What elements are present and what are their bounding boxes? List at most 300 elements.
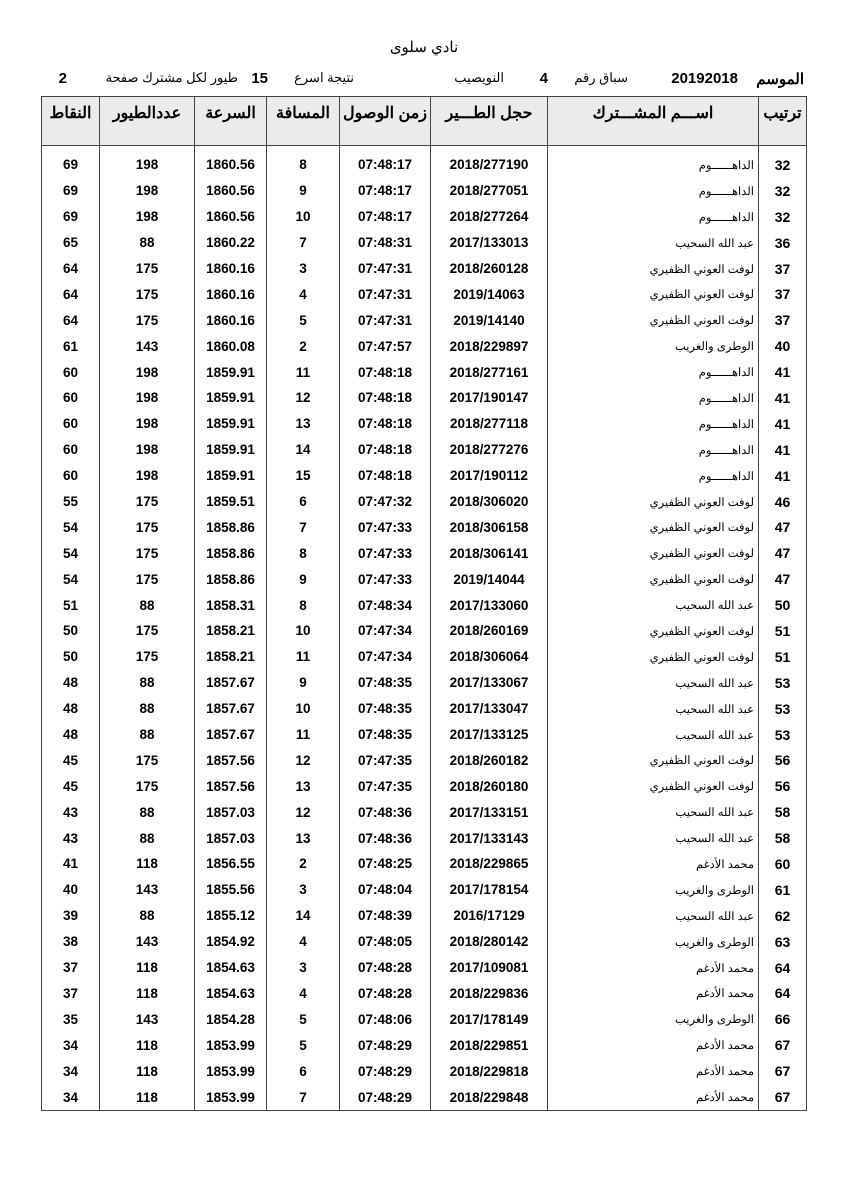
rank-cell: 62 — [759, 903, 807, 929]
speed-cell: 1858.21 — [195, 644, 267, 670]
participant-cell: محمد الأدغم — [548, 851, 759, 877]
points-cell: 61 — [42, 333, 100, 359]
arrival-cell: 07:48:05 — [340, 929, 431, 955]
speed-cell: 1857.03 — [195, 825, 267, 851]
rank-cell: 67 — [759, 1032, 807, 1058]
col-speed: السرعة — [195, 97, 267, 146]
birds-cell: 118 — [100, 1058, 195, 1084]
speed-cell: 1854.63 — [195, 955, 267, 981]
birds-cell: 143 — [100, 929, 195, 955]
speed-cell: 1859.91 — [195, 411, 267, 437]
race-label: سباق رقم — [574, 70, 628, 85]
participant-cell: عبد الله السحيب — [548, 903, 759, 929]
arrival-cell: 07:48:25 — [340, 851, 431, 877]
distance-cell: 11 — [267, 722, 340, 748]
table-row — [42, 644, 807, 670]
ring-cell: 2018/280142 — [431, 929, 548, 955]
rank-cell: 58 — [759, 825, 807, 851]
points-cell: 51 — [42, 592, 100, 618]
table-row — [42, 1084, 807, 1110]
birds-cell: 118 — [100, 1084, 195, 1110]
points-cell: 60 — [42, 359, 100, 385]
birds-cell: 198 — [100, 411, 195, 437]
rank-cell: 63 — [759, 929, 807, 955]
distance-cell: 12 — [267, 799, 340, 825]
arrival-cell: 07:48:35 — [340, 722, 431, 748]
distance-cell: 6 — [267, 489, 340, 515]
points-cell: 39 — [42, 903, 100, 929]
rank-cell: 32 — [759, 178, 807, 204]
distance-cell: 5 — [267, 1006, 340, 1032]
ring-cell: 2018/277276 — [431, 437, 548, 463]
distance-cell: 4 — [267, 929, 340, 955]
birds-cell: 175 — [100, 618, 195, 644]
ring-cell: 2018/277190 — [431, 152, 548, 178]
ring-cell: 2019/14140 — [431, 307, 548, 333]
col-rank: ترتيب — [759, 97, 807, 146]
rank-cell: 47 — [759, 514, 807, 540]
table-row — [42, 152, 807, 178]
birds-cell: 175 — [100, 747, 195, 773]
participant-cell: الداهــــــوم — [548, 411, 759, 437]
participant-cell: عبد الله السحيب — [548, 696, 759, 722]
table-row — [42, 955, 807, 981]
participant-cell: الداهــــــوم — [548, 152, 759, 178]
rank-cell: 64 — [759, 955, 807, 981]
distance-cell: 12 — [267, 385, 340, 411]
speed-cell: 1860.22 — [195, 230, 267, 256]
participant-cell: لوفت العوني الظفيري — [548, 307, 759, 333]
table-row — [42, 307, 807, 333]
distance-cell: 7 — [267, 514, 340, 540]
points-cell: 48 — [42, 722, 100, 748]
participant-cell: لوفت العوني الظفيري — [548, 747, 759, 773]
ring-cell: 2017/133151 — [431, 799, 548, 825]
rank-cell: 46 — [759, 489, 807, 515]
points-cell: 55 — [42, 489, 100, 515]
participant-cell: عبد الله السحيب — [548, 592, 759, 618]
results-body — [42, 146, 807, 1111]
distance-cell: 8 — [267, 540, 340, 566]
ring-cell: 2018/260180 — [431, 773, 548, 799]
arrival-cell: 07:48:17 — [340, 178, 431, 204]
points-cell: 60 — [42, 411, 100, 437]
rank-cell: 61 — [759, 877, 807, 903]
arrival-cell: 07:48:06 — [340, 1006, 431, 1032]
table-row — [42, 696, 807, 722]
race-name: النويصيب — [454, 70, 504, 85]
club-title: نادي سلوى — [389, 39, 459, 56]
ring-cell: 2016/17129 — [431, 903, 548, 929]
distance-cell: 10 — [267, 618, 340, 644]
points-cell: 34 — [42, 1058, 100, 1084]
table-row — [42, 437, 807, 463]
birds-cell: 198 — [100, 359, 195, 385]
arrival-cell: 07:48:34 — [340, 592, 431, 618]
distance-cell: 9 — [267, 566, 340, 592]
participant-cell: عبد الله السحيب — [548, 825, 759, 851]
speed-cell: 1854.92 — [195, 929, 267, 955]
points-cell: 34 — [42, 1084, 100, 1110]
birds-cell: 143 — [100, 877, 195, 903]
birds-cell: 88 — [100, 670, 195, 696]
distance-cell: 9 — [267, 670, 340, 696]
speed-cell: 1857.56 — [195, 773, 267, 799]
ring-cell: 2018/260128 — [431, 256, 548, 282]
table-row — [42, 1032, 807, 1058]
ring-cell: 2018/229851 — [431, 1032, 548, 1058]
table-row — [42, 204, 807, 230]
col-birds: عددالطيور — [100, 97, 195, 146]
rank-cell: 53 — [759, 722, 807, 748]
participant-cell: الداهــــــوم — [548, 178, 759, 204]
arrival-cell: 07:48:17 — [340, 204, 431, 230]
birds-cell: 175 — [100, 256, 195, 282]
points-cell: 60 — [42, 463, 100, 489]
ring-cell: 2018/306141 — [431, 540, 548, 566]
birds-cell: 175 — [100, 281, 195, 307]
distance-cell: 4 — [267, 281, 340, 307]
arrival-cell: 07:48:18 — [340, 437, 431, 463]
fastest-count: 15 — [251, 70, 268, 87]
ring-cell: 2018/229865 — [431, 851, 548, 877]
distance-cell: 3 — [267, 256, 340, 282]
points-cell: 40 — [42, 877, 100, 903]
points-cell: 64 — [42, 256, 100, 282]
ring-cell: 2017/133143 — [431, 825, 548, 851]
ring-cell: 2017/133067 — [431, 670, 548, 696]
points-cell: 60 — [42, 385, 100, 411]
distance-cell: 13 — [267, 825, 340, 851]
rank-cell: 40 — [759, 333, 807, 359]
distance-cell: 6 — [267, 1058, 340, 1084]
speed-cell: 1854.63 — [195, 981, 267, 1007]
participant-cell: محمد الأدغم — [548, 981, 759, 1007]
table-row — [42, 825, 807, 851]
distance-cell: 8 — [267, 592, 340, 618]
arrival-cell: 07:48:04 — [340, 877, 431, 903]
distance-cell: 13 — [267, 411, 340, 437]
table-row — [42, 773, 807, 799]
ring-cell: 2018/260182 — [431, 747, 548, 773]
points-cell: 54 — [42, 540, 100, 566]
points-cell: 35 — [42, 1006, 100, 1032]
ring-cell: 2017/190112 — [431, 463, 548, 489]
participant-cell: عبد الله السحيب — [548, 722, 759, 748]
ring-cell: 2017/178154 — [431, 877, 548, 903]
points-cell: 38 — [42, 929, 100, 955]
rank-cell: 37 — [759, 281, 807, 307]
table-row — [42, 592, 807, 618]
points-cell: 37 — [42, 955, 100, 981]
birds-cell: 198 — [100, 204, 195, 230]
distance-cell: 14 — [267, 437, 340, 463]
participant-cell: محمد الأدغم — [548, 1084, 759, 1110]
points-cell: 48 — [42, 696, 100, 722]
points-cell: 64 — [42, 281, 100, 307]
table-row — [42, 359, 807, 385]
arrival-cell: 07:47:33 — [340, 566, 431, 592]
table-row — [42, 333, 807, 359]
participant-cell: لوفت العوني الظفيري — [548, 281, 759, 307]
distance-cell: 5 — [267, 1032, 340, 1058]
arrival-cell: 07:47:32 — [340, 489, 431, 515]
distance-cell: 11 — [267, 359, 340, 385]
ring-cell: 2019/14063 — [431, 281, 548, 307]
distance-cell: 14 — [267, 903, 340, 929]
speed-cell: 1859.91 — [195, 385, 267, 411]
ring-cell: 2018/277161 — [431, 359, 548, 385]
speed-cell: 1860.56 — [195, 152, 267, 178]
distance-cell: 15 — [267, 463, 340, 489]
rank-cell: 47 — [759, 566, 807, 592]
birds-cell: 118 — [100, 981, 195, 1007]
points-cell: 37 — [42, 981, 100, 1007]
ring-cell: 2018/277051 — [431, 178, 548, 204]
rank-cell: 58 — [759, 799, 807, 825]
arrival-cell: 07:48:17 — [340, 152, 431, 178]
birds-cell: 175 — [100, 644, 195, 670]
page-number: 2 — [58, 70, 67, 87]
arrival-cell: 07:47:34 — [340, 618, 431, 644]
points-cell: 43 — [42, 799, 100, 825]
distance-cell: 2 — [267, 333, 340, 359]
header-row — [42, 97, 807, 146]
points-cell: 69 — [42, 178, 100, 204]
speed-cell: 1859.91 — [195, 463, 267, 489]
ring-cell: 2017/109081 — [431, 955, 548, 981]
ring-cell: 2019/14044 — [431, 566, 548, 592]
speed-cell: 1860.16 — [195, 307, 267, 333]
rank-cell: 67 — [759, 1058, 807, 1084]
speed-cell: 1853.99 — [195, 1058, 267, 1084]
points-cell: 54 — [42, 566, 100, 592]
participant-cell: الداهــــــوم — [548, 385, 759, 411]
table-row — [42, 385, 807, 411]
arrival-cell: 07:48:39 — [340, 903, 431, 929]
participant-cell: الوطرى والغريب — [548, 1006, 759, 1032]
rank-cell: 36 — [759, 230, 807, 256]
speed-cell: 1859.51 — [195, 489, 267, 515]
participant-cell: الداهــــــوم — [548, 463, 759, 489]
birds-cell: 88 — [100, 230, 195, 256]
birds-cell: 88 — [100, 799, 195, 825]
speed-cell: 1859.91 — [195, 359, 267, 385]
points-cell: 50 — [42, 618, 100, 644]
points-cell: 45 — [42, 773, 100, 799]
participant-cell: لوفت العوني الظفيري — [548, 489, 759, 515]
birds-cell: 175 — [100, 489, 195, 515]
arrival-cell: 07:48:35 — [340, 670, 431, 696]
speed-cell: 1856.55 — [195, 851, 267, 877]
arrival-cell: 07:48:31 — [340, 230, 431, 256]
col-distance: المسافة — [267, 97, 340, 146]
rank-cell: 32 — [759, 152, 807, 178]
ring-cell: 2018/306064 — [431, 644, 548, 670]
participant-cell: لوفت العوني الظفيري — [548, 540, 759, 566]
table-row — [42, 670, 807, 696]
distance-cell: 7 — [267, 1084, 340, 1110]
distance-cell: 11 — [267, 644, 340, 670]
arrival-cell: 07:48:29 — [340, 1032, 431, 1058]
distance-cell: 7 — [267, 230, 340, 256]
birds-cell: 198 — [100, 178, 195, 204]
distance-cell: 4 — [267, 981, 340, 1007]
points-cell: 64 — [42, 307, 100, 333]
arrival-cell: 07:47:34 — [340, 644, 431, 670]
rank-cell: 32 — [759, 204, 807, 230]
rank-cell: 67 — [759, 1084, 807, 1110]
speed-cell: 1855.12 — [195, 903, 267, 929]
distance-cell: 13 — [267, 773, 340, 799]
points-cell: 69 — [42, 204, 100, 230]
participant-cell: محمد الأدغم — [548, 955, 759, 981]
participant-cell: عبد الله السحيب — [548, 230, 759, 256]
participant-cell: الوطرى والغريب — [548, 877, 759, 903]
rank-cell: 53 — [759, 670, 807, 696]
rank-cell: 64 — [759, 981, 807, 1007]
rank-cell: 41 — [759, 437, 807, 463]
rank-cell: 41 — [759, 411, 807, 437]
ring-cell: 2018/229836 — [431, 981, 548, 1007]
ring-cell: 2017/133013 — [431, 230, 548, 256]
birds-cell: 175 — [100, 540, 195, 566]
col-participant: اســـم المشـــترك — [548, 97, 759, 146]
distance-cell: 3 — [267, 955, 340, 981]
speed-cell: 1853.99 — [195, 1084, 267, 1110]
birds-cell: 175 — [100, 773, 195, 799]
speed-cell: 1858.31 — [195, 592, 267, 618]
speed-cell: 1855.56 — [195, 877, 267, 903]
points-cell: 65 — [42, 230, 100, 256]
arrival-cell: 07:48:36 — [340, 799, 431, 825]
rank-cell: 50 — [759, 592, 807, 618]
distance-cell: 12 — [267, 747, 340, 773]
birds-cell: 143 — [100, 1006, 195, 1032]
birds-cell: 88 — [100, 696, 195, 722]
col-arrival-time: زمن الوصول — [340, 97, 431, 146]
participant-cell: لوفت العوني الظفيري — [548, 618, 759, 644]
speed-cell: 1858.86 — [195, 566, 267, 592]
birds-cell: 175 — [100, 566, 195, 592]
points-cell: 43 — [42, 825, 100, 851]
rank-cell: 66 — [759, 1006, 807, 1032]
arrival-cell: 07:48:35 — [340, 696, 431, 722]
table-row — [42, 230, 807, 256]
participant-cell: لوفت العوني الظفيري — [548, 256, 759, 282]
rank-cell: 41 — [759, 463, 807, 489]
birds-cell: 198 — [100, 463, 195, 489]
table-row — [42, 1058, 807, 1084]
distance-cell: 10 — [267, 204, 340, 230]
rank-cell: 41 — [759, 385, 807, 411]
ring-cell: 2017/133125 — [431, 722, 548, 748]
participant-cell: الوطرى والغريب — [548, 929, 759, 955]
ring-cell: 2018/277118 — [431, 411, 548, 437]
birds-cell: 88 — [100, 825, 195, 851]
points-cell: 41 — [42, 851, 100, 877]
participant-cell: الداهــــــوم — [548, 437, 759, 463]
ring-cell: 2018/229818 — [431, 1058, 548, 1084]
ring-cell: 2017/133060 — [431, 592, 548, 618]
points-cell: 54 — [42, 514, 100, 540]
participant-cell: لوفت العوني الظفيري — [548, 773, 759, 799]
ring-cell: 2018/229897 — [431, 333, 548, 359]
table-row — [42, 799, 807, 825]
arrival-cell: 07:47:33 — [340, 540, 431, 566]
birds-cell: 88 — [100, 592, 195, 618]
ring-cell: 2018/306020 — [431, 489, 548, 515]
arrival-cell: 07:48:29 — [340, 1058, 431, 1084]
ring-cell: 2017/190147 — [431, 385, 548, 411]
arrival-cell: 07:48:18 — [340, 463, 431, 489]
distance-cell: 10 — [267, 696, 340, 722]
table-row — [42, 981, 807, 1007]
arrival-cell: 07:47:35 — [340, 773, 431, 799]
speed-cell: 1860.08 — [195, 333, 267, 359]
table-row — [42, 747, 807, 773]
table-row — [42, 877, 807, 903]
speed-cell: 1860.56 — [195, 178, 267, 204]
rank-cell: 41 — [759, 359, 807, 385]
speed-cell: 1858.86 — [195, 514, 267, 540]
birds-cell: 118 — [100, 1032, 195, 1058]
ring-cell: 2017/133047 — [431, 696, 548, 722]
speed-cell: 1857.67 — [195, 670, 267, 696]
arrival-cell: 07:47:57 — [340, 333, 431, 359]
speed-cell: 1859.91 — [195, 437, 267, 463]
col-points: النقاط — [42, 97, 100, 146]
participant-cell: لوفت العوني الظفيري — [548, 644, 759, 670]
rank-cell: 37 — [759, 256, 807, 282]
table-row — [42, 618, 807, 644]
arrival-cell: 07:48:28 — [340, 981, 431, 1007]
birds-cell: 198 — [100, 437, 195, 463]
birds-cell: 198 — [100, 152, 195, 178]
arrival-cell: 07:48:29 — [340, 1084, 431, 1110]
table-row — [42, 566, 807, 592]
season-value: 20192018 — [671, 70, 738, 87]
table-row — [42, 489, 807, 515]
ring-cell: 2017/178149 — [431, 1006, 548, 1032]
birds-cell: 198 — [100, 385, 195, 411]
speed-cell: 1857.03 — [195, 799, 267, 825]
rank-cell: 47 — [759, 540, 807, 566]
arrival-cell: 07:47:31 — [340, 307, 431, 333]
rank-cell: 53 — [759, 696, 807, 722]
arrival-cell: 07:48:18 — [340, 359, 431, 385]
participant-cell: الداهــــــوم — [548, 204, 759, 230]
rank-cell: 51 — [759, 618, 807, 644]
birds-cell: 175 — [100, 514, 195, 540]
participant-cell: محمد الأدغم — [548, 1032, 759, 1058]
points-cell: 50 — [42, 644, 100, 670]
distance-cell: 9 — [267, 178, 340, 204]
table-row — [42, 540, 807, 566]
ring-cell: 2018/306158 — [431, 514, 548, 540]
participant-cell: عبد الله السحيب — [548, 799, 759, 825]
table-row — [42, 929, 807, 955]
col-ring: حجل الطـــير — [431, 97, 548, 146]
table-row — [42, 903, 807, 929]
results-table — [41, 96, 807, 1111]
table-row — [42, 256, 807, 282]
table-row — [42, 1006, 807, 1032]
birds-cell: 88 — [100, 722, 195, 748]
participant-cell: لوفت العوني الظفيري — [548, 566, 759, 592]
arrival-cell: 07:47:31 — [340, 281, 431, 307]
speed-cell: 1858.21 — [195, 618, 267, 644]
